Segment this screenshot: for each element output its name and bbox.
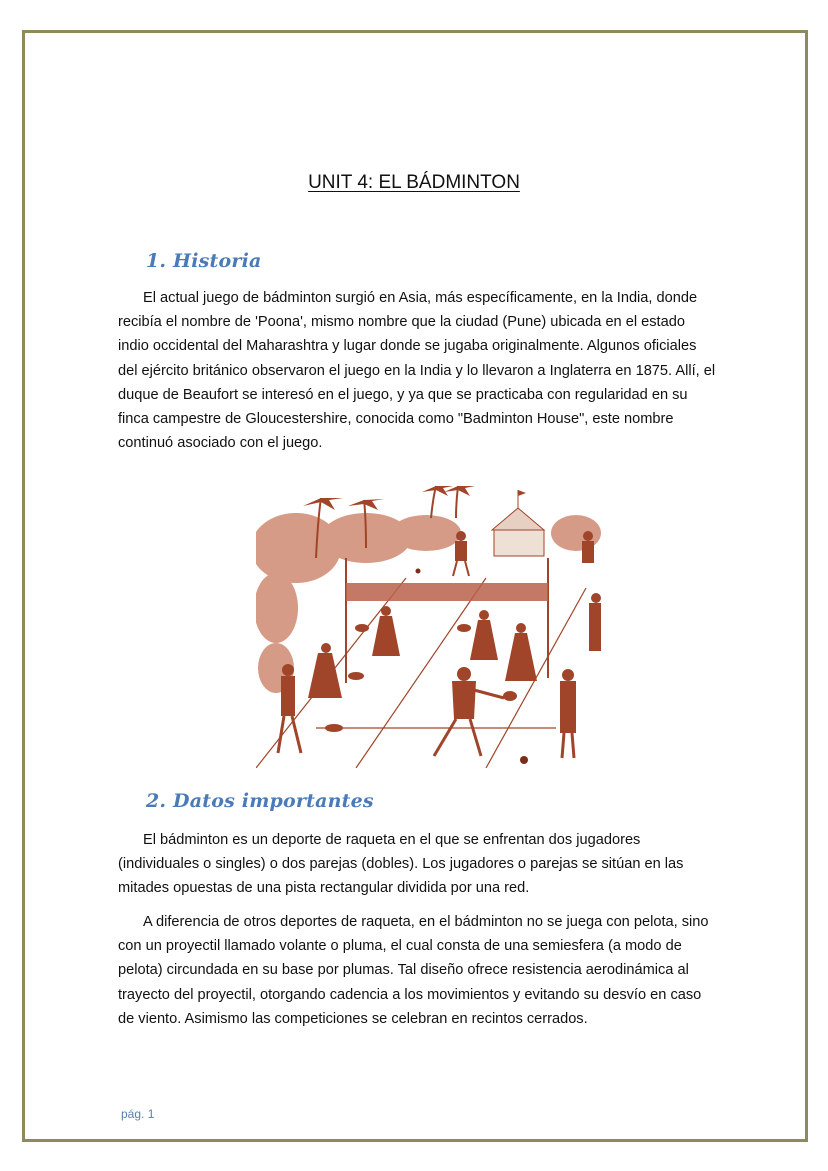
- badminton-engraving-image: [256, 478, 602, 768]
- section-heading-datos-importantes: 2. Datos importantes: [146, 790, 374, 812]
- paragraph-historia: El actual juego de bádminton surgió en Asia, más específicamente, en la India, donde recibía el nombre de 'Poona', mismo nombre que la ciudad (Pune) ubicada en el estado indio occidental del Maharashtra y lugar donde se jugaba originalmente. Algunos oficiales del ejército británico observaron el juego en la India y lo llevaron a Inglaterra en 1875. Allí, el duque de Beaufort se interesó en el juego, y ya que se practicaba con regularidad en su finca campestre de Gloucestershire, conocida como "Badminton House", este nombre continuó asociado con el juego.: [118, 290, 716, 452]
- document-title: UNIT 4: EL BÁDMINTON: [308, 172, 520, 193]
- paragraph-datos-2: A diferencia de otros deportes de raqueta, en el bádminton no se juega con pelota, sino con un proyectil llamado volante o pluma, el cual consta de una semiesfera (a modo de pelota) circundada en su base por plumas. Tal diseño ofrece resistencia aerodinámica al trayecto del proyectil, otorgando cadencia a los movimientos y evitando su desvío en caso de viento. Asimismo las competiciones se celebran en recintos cerrados.: [118, 914, 709, 1027]
- page-number: pág. 1: [121, 1107, 155, 1121]
- section-heading-historia: 1. Historia: [146, 250, 262, 272]
- paragraph-datos-1: El bádminton es un deporte de raqueta en el que se enfrentan dos jugadores (individuales o singles) o dos parejas (dobles). Los jugadores o parejas se sitúan en las mitades opuestas de una pista rectangular dividida por una red.: [118, 832, 684, 897]
- engraving-illustration: [256, 478, 602, 768]
